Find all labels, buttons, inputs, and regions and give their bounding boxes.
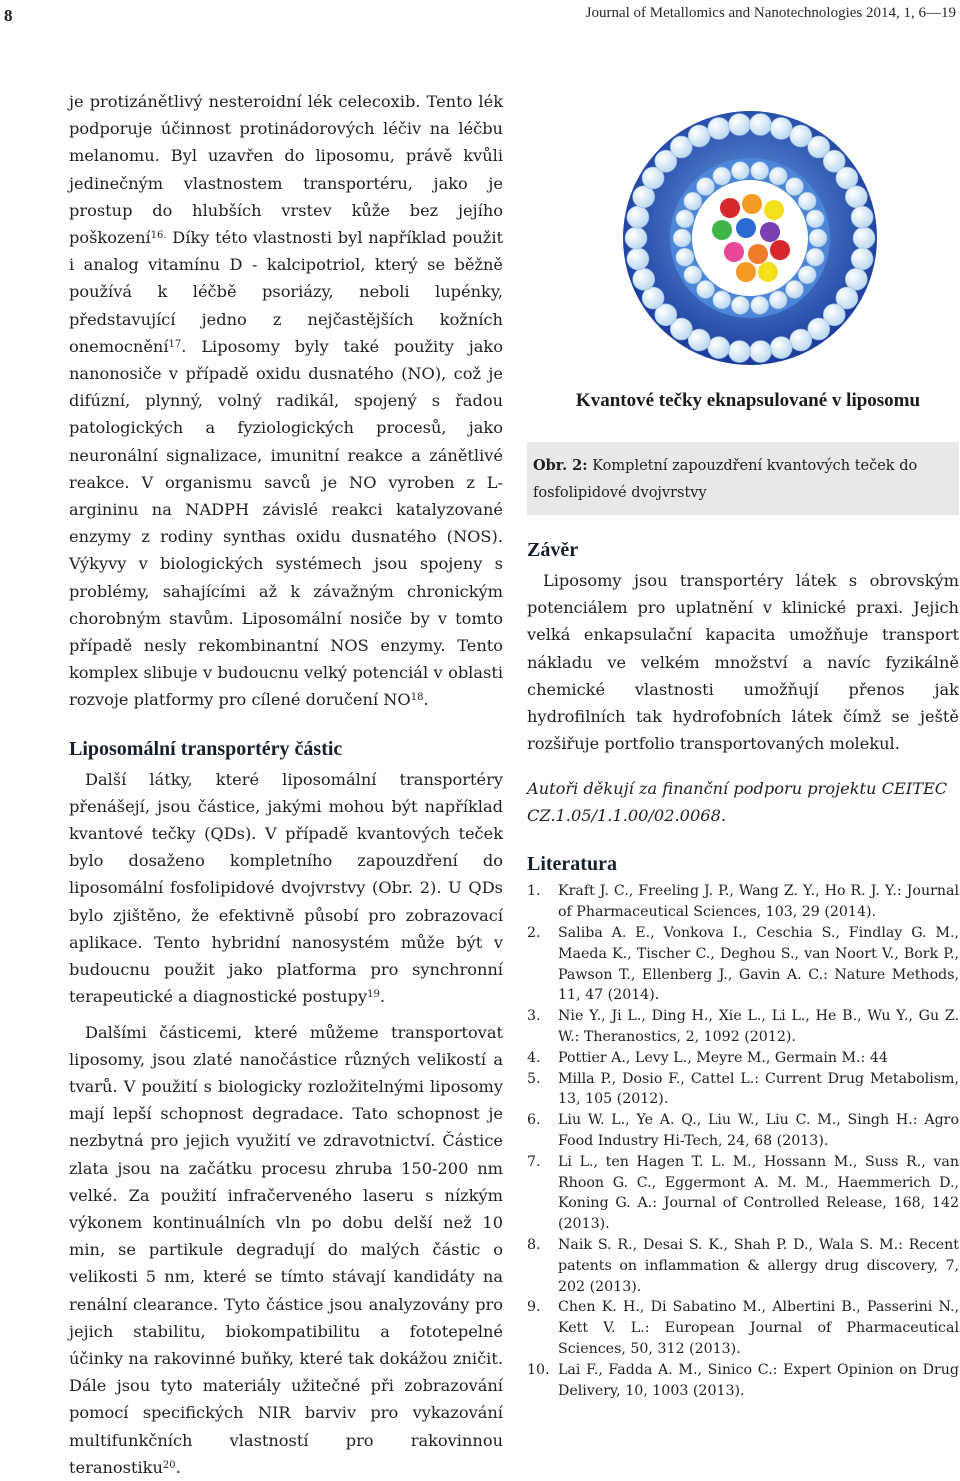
lipid-head-inner <box>798 192 816 210</box>
reference-list <box>527 881 959 1401</box>
lipid-head-outer <box>708 337 730 359</box>
reference-number: 2. <box>527 925 541 942</box>
lipid-head-inner <box>713 291 731 309</box>
reference-number: 5. <box>527 1070 541 1087</box>
reference-text: Milla P., Dosio F., Cattel L.: Current Drug Metabolism, 13, 105 (2012). <box>558 1070 959 1108</box>
liposome-illustration <box>527 100 959 430</box>
reference-item <box>527 1006 959 1048</box>
reference-number: 8. <box>527 1236 541 1253</box>
page-number: 8 <box>4 6 13 25</box>
lipid-head-outer <box>845 186 867 208</box>
paragraph-intro <box>69 88 503 714</box>
reference-item <box>527 1297 959 1359</box>
lipid-head-outer <box>750 114 772 136</box>
lipid-head-inner <box>806 248 824 266</box>
reference-text: Lai F., Fadda A. M., Sinico C.: Expert Opinion on Drug Delivery, 10, 1003 (2013). <box>558 1361 959 1399</box>
quantum-dot <box>724 242 744 262</box>
lipid-head-outer <box>851 248 873 270</box>
reference-item <box>527 1235 959 1297</box>
caption-text: Kompletní zapouzdření kvantových teček do fosfolipidové dvojvrstvy <box>533 458 918 501</box>
lipid-head-inner <box>751 296 769 314</box>
lipid-head-inner <box>697 280 715 298</box>
lipid-head-inner <box>786 280 804 298</box>
reference-number: 3. <box>527 1008 541 1025</box>
lipid-head-inner <box>769 291 787 309</box>
lipid-head-outer <box>853 227 875 249</box>
right-column <box>527 100 959 1401</box>
citation-ref: 19 <box>367 989 380 1001</box>
lipid-head-outer <box>729 341 751 363</box>
citation-ref: 16. <box>150 230 167 242</box>
lipid-head-outer <box>750 341 772 363</box>
lipid-head-outer <box>688 125 710 147</box>
reference-text: Kraft J. C., Freeling J. P., Wang Z. Y., Ho R. J. Y.: Journal of Pharmaceutical Sciences, 103, 29 (2014). <box>558 883 959 921</box>
text-run: Další látky, které liposomální transportéry přenášejí, jsou částice, jakými mohou být například kvantové tečky (QDs). V případě kvantových teček bylo dosaženo kompletního zapouzdření do liposomální fosfolipidové dvojvrstvy (Obr. 2). U QDs bylo zjištěno, že efektivně působí pro zobrazovací aplikace. Tento hybridní nanosystém může být v budoucnu použit jako platforma pro synchronní terapeutické a diagnostické postupy <box>69 769 503 1007</box>
reference-item <box>527 1110 959 1152</box>
text-run: Dalšími částicemi, které můžeme transportovat liposomy, jsou zlaté nanočástice různých velikostí a tvarů. V použití s biologicky rozložitelnými liposomy mají lepší schopnost degradace. Tato schopnost je nezbytná pro jejich využití ve zdravotnictví. Částice zlata jsou na začátku procesu zhruba 150-200 nm velké. Za použití infračerveného laseru s nízkým výkonem kontinuálních vln po dobu delší než 10 min, se partikule degradují do malých částic o velikosti 5 nm, které se tímto stávají kandidáty na renální clearance. Tyto částice jsou analyzovány pro jejich stabilitu, biokompatibilitu a fototepelné účinky na rakovinné buňky, které tak dokážou zničit. Dále jsou tyto materiály užitečné při zobrazování pomocí specifických NIR barviv pro vykazování multifunkčních vlastností pro rakovinnou teranostiku <box>69 1022 503 1477</box>
reference-number: 4. <box>527 1049 541 1066</box>
lipid-head-outer <box>790 329 812 351</box>
quantum-dot <box>770 240 790 260</box>
section-title-conclusion: Závěr <box>527 539 579 561</box>
acknowledgement: Autoři děkují za finanční podporu projektu CEITEC CZ.1.05/1.1.00/02.0068. <box>527 779 948 826</box>
section-title-references: Literatura <box>527 853 617 876</box>
lipid-head-inner <box>786 178 804 196</box>
figure-caption <box>527 442 959 515</box>
left-column <box>69 88 503 1481</box>
reference-number: 1. <box>527 883 541 900</box>
lipid-head-inner <box>806 210 824 228</box>
lipid-head-inner <box>676 210 694 228</box>
lipid-head-outer <box>625 227 647 249</box>
lipid-head-inner <box>798 266 816 284</box>
lipid-head-inner <box>713 167 731 185</box>
text-run: . Liposomy byly také použity jako nanonosiče v případě oxidu dusnatého (NO), což je difúzní, plynný, volný radikál, spojený s řadou patologických a fyziologických procesů, jako neuronální signalizace, imunitní reakce a zánětlivé reakce. V organismu savců je NO vyroben z L-argininu na NADPH závislé reakci katalyzované enzymy z rodiny synthas oxidu dusnatého (NOS). Výkyvy v biologických systémech jsou spojeny s problémy, sahajícími až k závažným chronickým chorobným stavům. Liposomální nosiče by v tomto případě nesly rekombinantní NOS enzymy. Tento komplex slibuje v budoucnu velký potenciál v oblasti rozvoje platformy pro cílené doručení NO <box>69 336 503 710</box>
quantum-dot <box>760 222 780 242</box>
lipid-head-outer <box>627 206 649 228</box>
reference-text: Liu W. L., Ye A. Q., Liu W., Liu C. M., Singh H.: Agro Food Industry Hi-Tech, 24, 68 (2013). <box>558 1112 959 1149</box>
lipid-head-outer <box>770 117 792 139</box>
section-title-liposomal-transporters: Liposomální transportéry částic <box>69 737 343 760</box>
reference-number: 6. <box>527 1112 541 1129</box>
caption-label: Obr. 2: <box>533 457 588 474</box>
paragraph-quantum-dots <box>69 766 503 1011</box>
reference-item <box>527 881 959 923</box>
paragraph-gold-nanoparticles <box>69 1019 503 1481</box>
reference-text: Chen K. H., Di Sabatino M., Albertini B., Passerini N., Kett V. L.: European Journal of Pharmaceutical Sciences, 50, 312 (2013). <box>558 1299 959 1357</box>
reference-item <box>527 923 959 1006</box>
page-header <box>0 0 960 30</box>
citation-ref: 17 <box>168 338 182 350</box>
reference-text: Li L., ten Hagen T. L. M., Hossann M., Suss R., van Rhoon G. C., Eggermont A. M. M., Haemmerich D., Koning G. A.: Journal of Controlled Release, 168, 142 (2013). <box>558 1153 959 1233</box>
text-run: . <box>175 1457 181 1477</box>
quantum-dot <box>736 262 756 282</box>
paragraph-conclusion: Liposomy jsou transportéry látek s obrovským potenciálem pro uplatnění v klinické praxi. Jejich velká enkapsulační kapacita umožňuje transport nákladu ve velkém množství a navíc fyzikálně chemické vlastnosti umožňují přenos jak hydrofilních tak hydrofobních látek čímž se ještě rozšiřuje portfolio transportovaných molekul. <box>527 571 959 754</box>
lipid-head-outer <box>633 268 655 290</box>
lipid-head-outer <box>729 114 751 136</box>
text-run: . <box>379 987 385 1007</box>
citation-ref: 20 <box>162 1459 176 1471</box>
lipid-head-inner <box>751 162 769 180</box>
quantum-dot <box>748 244 768 264</box>
quantum-dot <box>736 218 756 238</box>
citation-ref: 18 <box>410 692 424 704</box>
reference-text: Nie Y., Ji L., Ding H., Xie L., Li L., He B., Wu Y., Gu Z. W.: Theranostics, 2, 1092 (2012). <box>558 1008 959 1045</box>
reference-number: 7. <box>527 1153 541 1170</box>
lipid-head-inner <box>673 229 691 247</box>
lipid-head-outer <box>627 248 649 270</box>
quantum-dot <box>764 200 784 220</box>
lipid-head-outer <box>851 206 873 228</box>
figure-liposome <box>527 100 959 430</box>
reference-text: Pottier A., Levy L., Meyre M., Germain M.: 44 <box>558 1049 888 1066</box>
lipid-head-inner <box>809 229 827 247</box>
lipid-head-inner <box>684 266 702 284</box>
reference-number: 10. <box>527 1361 550 1378</box>
lipid-head-inner <box>731 296 749 314</box>
quantum-dot <box>712 220 732 240</box>
lipid-head-outer <box>770 337 792 359</box>
figure-image-label: Kvantové tečky eknapsulované v liposomu <box>575 390 921 411</box>
reference-item <box>527 1069 959 1111</box>
quantum-dot <box>758 262 778 282</box>
text-run: . <box>423 690 429 710</box>
text-run: Díky této vlastnosti byl například použit i analog vitamínu D - kalcipotriol, který se běžně používá k léčbě psoriázy, neboli lupénky, představující jedno z nejčastějších kožních onemocnění <box>69 228 503 356</box>
lipid-head-inner <box>676 248 694 266</box>
reference-number: 9. <box>527 1299 541 1316</box>
journal-citation: Journal of Metallomics and Nanotechnologies 2014, 1, 6—19 <box>585 5 956 21</box>
reference-item <box>527 1048 959 1069</box>
text-run: je protizánětlivý nesteroidní lék celecoxib. Tento lék podporuje účinnost protinádorových léčiv na léčbu melanomu. Byl uzavřen do liposomu, právě kvůli jedinečným vlastnostem transportéru, jako je prostup do hlubších vrstev kůže bez jejího poškození <box>69 92 503 248</box>
quantum-dot <box>720 198 740 218</box>
lipid-head-inner <box>684 192 702 210</box>
lipid-head-inner <box>697 178 715 196</box>
reference-item <box>527 1360 959 1402</box>
reference-item <box>527 1152 959 1235</box>
lipid-head-inner <box>769 167 787 185</box>
lipid-head-inner <box>731 162 749 180</box>
lipid-head-outer <box>708 117 730 139</box>
reference-text: Saliba A. E., Vonkova I., Ceschia S., Findlay G. M., Maeda K., Tischer C., Deghou S., van Noort V., Bork P., Pawson T., Ellenberg J., Gavin A. C.: Nature Methods, 11, 47 (2014). <box>558 925 959 1004</box>
quantum-dot <box>742 194 762 214</box>
reference-text: Naik S. R., Desai S. K., Shah P. D., Wala S. M.: Recent patents on inflammation & allergy drug discovery, 7, 202 (2013). <box>558 1236 959 1295</box>
